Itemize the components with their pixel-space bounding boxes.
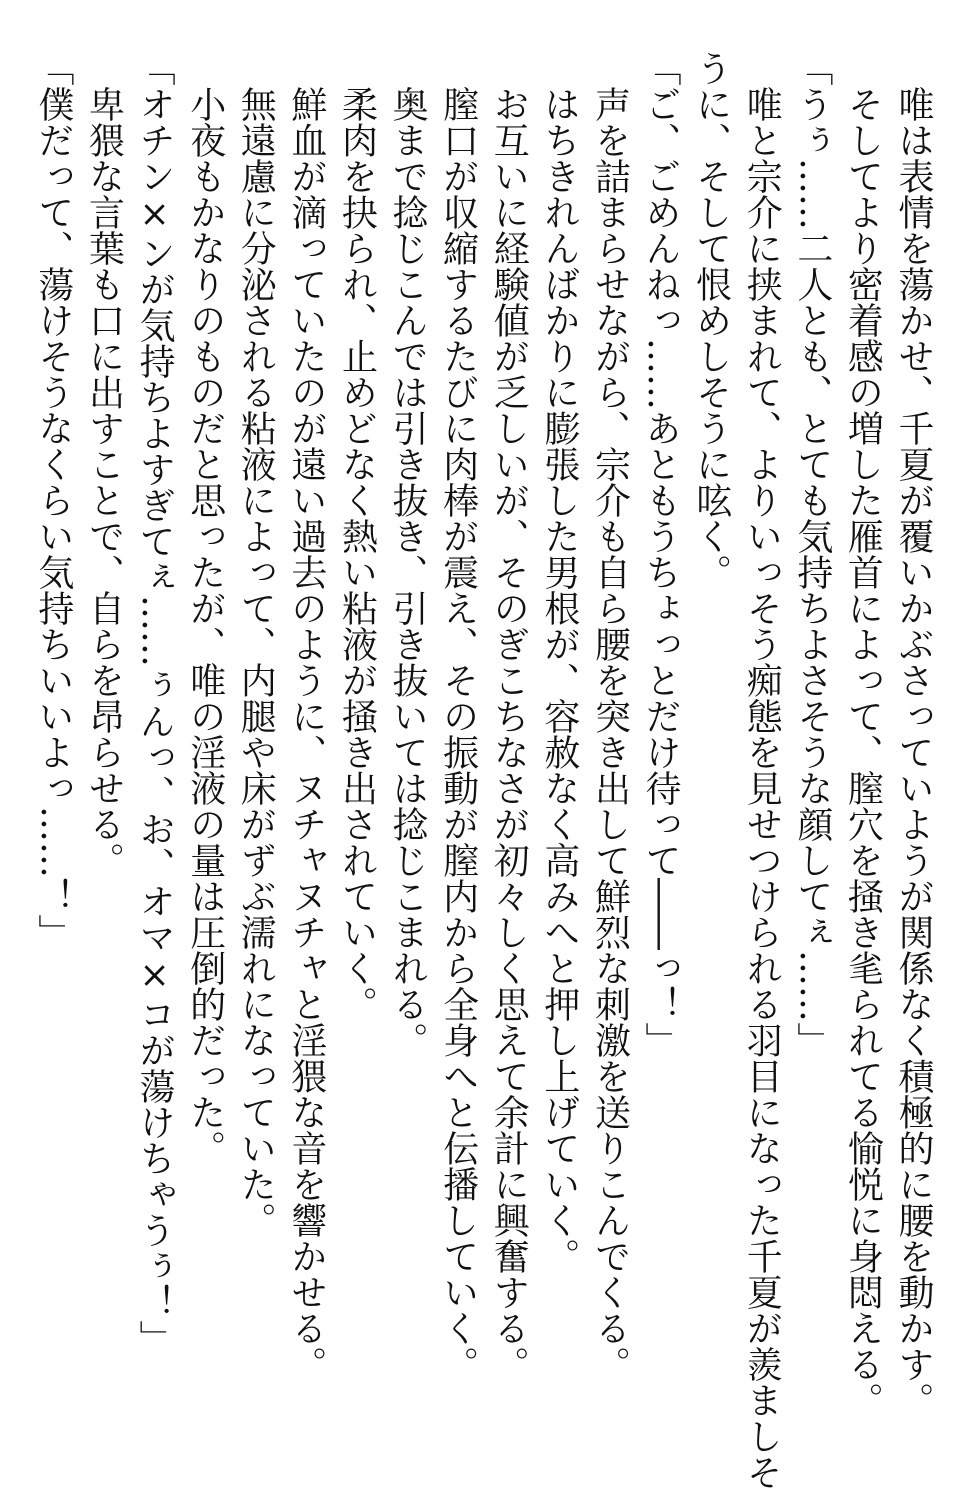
text-line: 唯は表情を蕩かせ、千夏が覆いかぶさっていようが関係なく積極的に腰を動かす。 <box>893 50 934 1418</box>
dialogue-line: 「オチン×ンが気持ちよすぎてぇ……ぅんっ、お、オマ×コが蕩けちゃうぅ！」 <box>134 50 176 1356</box>
text-line: 柔肉を抉られ、止めどなく熱い粘液が掻き出されていく。 <box>336 50 378 1022</box>
vertical-text-body <box>27 50 938 1490</box>
dialogue-line: 「うぅ……二人とも、とても気持ちよさそうな顔してぇ……」 <box>791 50 833 1058</box>
text-line: 奥まで捻じこんでは引き抜き、引き抜いては捻じこまれる。 <box>387 50 429 1058</box>
text-line: そしてより密着感の増した雁首によって、膣穴を掻き毟られてる愉悦に身悶える。 <box>842 50 884 1418</box>
text-line: はちきれんばかりに膨張した男根が、容赦なく高みへと押し上げていく。 <box>538 50 580 1274</box>
text-line: 膣口が収縮するたびに肉棒が震え、その振動が膣内から全身へと伝播していく。 <box>437 50 479 1382</box>
text-line: 鮮血が滴っていたのが遠い過去のように、ヌチャヌチャと淫猥な音を響かせる。 <box>285 50 327 1382</box>
text-line: 声を詰まらせながら、宗介も自ら腰を突き出して鮮烈な刺激を送りこんでくる。 <box>589 50 631 1382</box>
text-line: お互いに経験値が乏しいが、そのぎこちなさが初々しく思えて余計に興奮する。 <box>488 50 530 1382</box>
text-line: 小夜もかなりのものだと思ったが、唯の淫液の量は圧倒的だった。 <box>184 50 226 1166</box>
text-line: 唯と宗介に挟まれて、よりいっそう痴態を見せつけられる羽目になった千夏が羨ましそ <box>741 50 783 1490</box>
dialogue-line: 「ご、ごめんねっ……あともうちょっとだけ待って――っ！」 <box>640 50 682 1058</box>
text-line: 卑猥な言葉も口に出すことで、自らを昂らせる。 <box>83 50 125 878</box>
text-line: うに、そして恨めしそうに呟く。 <box>690 50 732 590</box>
text-line: 無遠慮に分泌される粘液によって、内腿や床がずぶ濡れになっていた。 <box>235 50 277 1238</box>
dialogue-line: 「僕だって、蕩けそうなくらい気持ちいいよっ……！」 <box>32 50 74 950</box>
